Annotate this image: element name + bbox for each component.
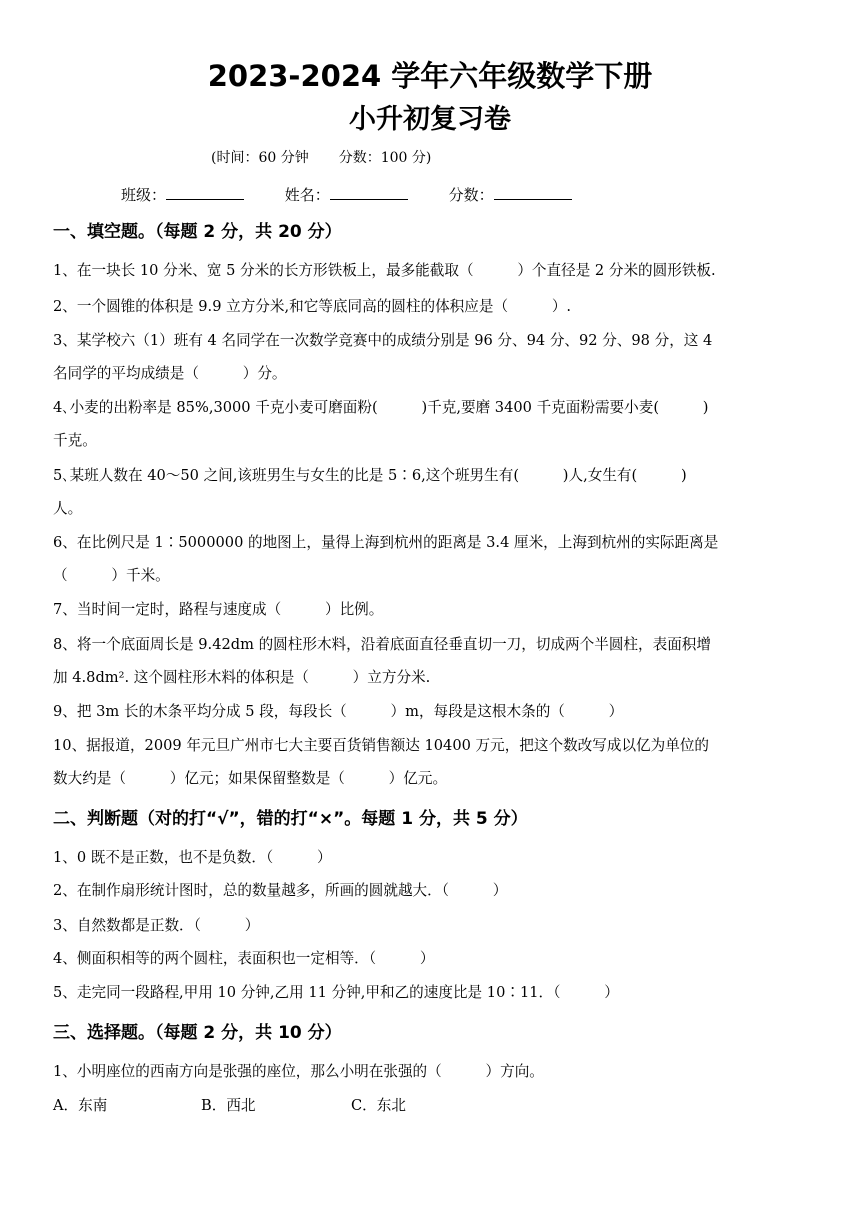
name-blank[interactable] [330,183,408,200]
score-field [449,183,572,206]
name-label: 姓名： [284,186,330,204]
question-line: 2、在制作扇形统计图时，总的数量越多，所画的圆就越大．（ ） [53,882,508,899]
exam-title: 2023-2024 学年六年级数学下册 [207,59,653,93]
section-multiple-choice-heading: 三、选择题。（每题 2 分，共 10 分） [53,1023,342,1043]
score-label: 分数： [448,186,494,204]
class-field [121,183,244,206]
class-label: 班级： [121,186,167,204]
score-info: 分数：100 分) [338,150,432,166]
question-line: 名同学的平均成绩是（ ）分。 [53,365,287,382]
question-line: 人。 [53,500,83,517]
question-line: 加 4.8dm². 这个圆柱形木料的体积是（ ）立方分米. [53,669,431,686]
question-line: 千克。 [53,432,97,449]
question-line: 9、把 3m 长的木条平均分成 5 段，每段长（ ）m，每段是这根木条的（ ） [53,703,624,720]
option-a: A．东南 [53,1097,108,1114]
question-line: 数大约是（ ）亿元；如果保留整数是（ ）亿元。 [53,770,448,787]
question-line: 3、某学校六（1）班有 4 名同学在一次数学竞赛中的成绩分别是 96 分、94 分、92 分、98 分，这 4 [53,332,713,349]
exam-subtitle: 小升初复习卷 [349,104,511,135]
option-c: C．东北 [351,1097,406,1114]
section-fill-in-heading: 一、填空题。（每题 2 分，共 20 分） [53,222,342,242]
question-line: 1、在一块长 10 分米、宽 5 分米的长方形铁板上，最多能截取（ ）个直径是 2 分米的圆形铁板. [53,262,716,279]
question-line: 7、当时间一定时，路程与速度成（ ）比例。 [53,601,384,618]
exam-meta [211,147,431,169]
name-field [285,183,408,206]
question-line: 2、一个圆锥的体积是 9.9 立方分米,和它等底同高的圆柱的体积应是（ ）. [53,298,572,315]
time-info: (时间：60 分钟 [211,150,309,166]
score-blank[interactable] [494,183,572,200]
question-line: 4､小麦的出粉率是 85%,3000 千克小麦可磨面粉( )千克,要磨 3400 千克面粉需要小麦( ) [53,399,709,416]
question-line: 6、在比例尺是 1∶5000000 的地图上，量得上海到杭州的距离是 3.4 厘米，上海到杭州的实际距离是 [53,534,719,551]
choice-options [53,1094,406,1118]
question-line: 1、0 既不是正数，也不是负数．（ ） [53,849,332,866]
student-info-fields [121,183,608,206]
question-line: 10、据报道，2009 年元旦广州市七大主要百货销售额达 10400 万元，把这个数改写成以亿为单位的 [53,737,710,754]
section-true-false-heading: 二、判断题（对的打“√”，错的打“×”。每题 1 分，共 5 分） [53,809,528,829]
question-line: 5、走完同一段路程,甲用 10 分钟,乙用 11 分钟,甲和乙的速度比是 10∶11．（ ） [53,984,619,1001]
question-line: 3、自然数都是正数．（ ） [53,917,260,934]
question-line: （ ）千米。 [53,567,170,584]
question-line: 5､某班人数在 40～50 之间,该班男生与女生的比是 5∶6,这个班男生有( )人,女生有( ) [53,467,687,484]
class-blank[interactable] [166,183,244,200]
question-line: 1、小明座位的西南方向是张强的座位，那么小明在张强的（ ）方向。 [53,1063,544,1080]
question-line: 8、将一个底面周长是 9.42dm 的圆柱形木料，沿着底面直径垂直切一刀，切成两个半圆柱，表面积增 [53,636,711,653]
question-line: 4、侧面积相等的两个圆柱，表面积也一定相等．（ ） [53,950,435,967]
option-b: B．西北 [201,1097,256,1114]
